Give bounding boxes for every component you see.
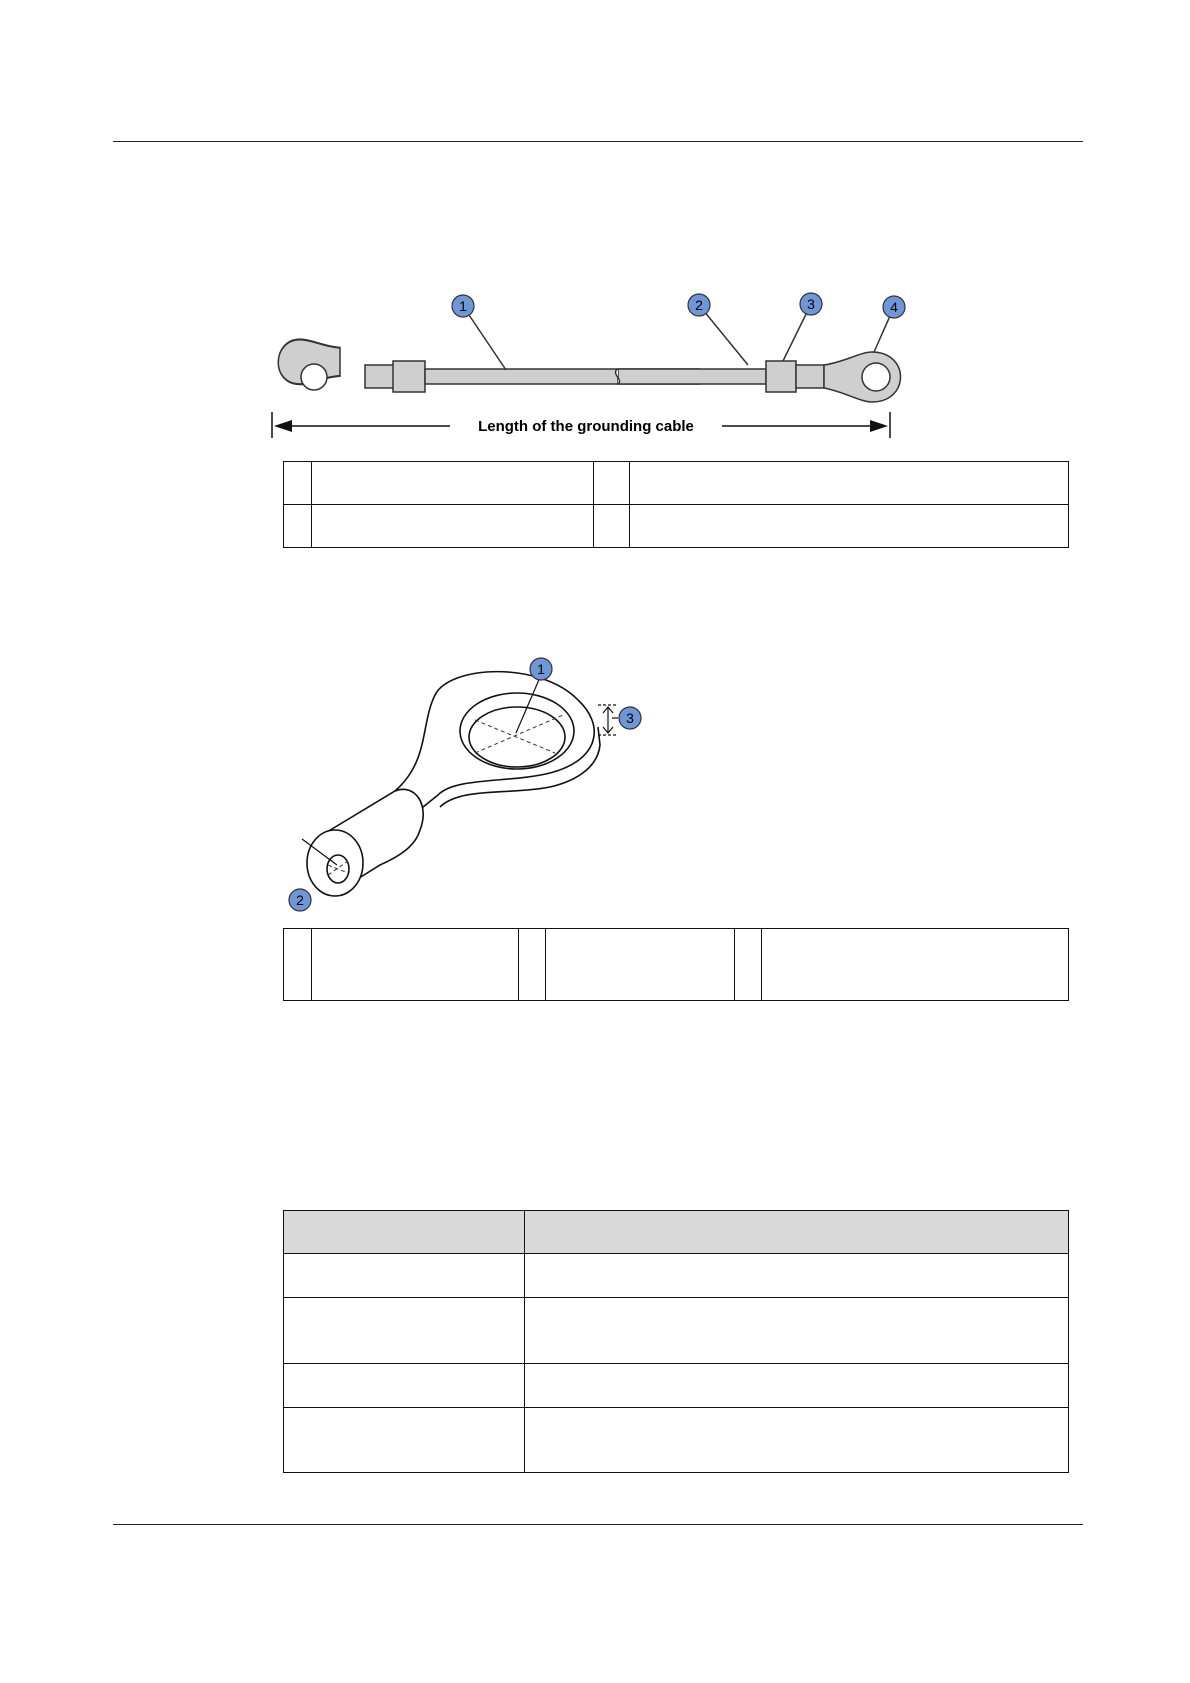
figure2-legend-table <box>283 928 1069 1001</box>
svg-text:1: 1 <box>459 298 467 314</box>
callout-2 <box>289 889 311 911</box>
callout-4 <box>883 296 905 318</box>
svg-text:4: 4 <box>890 299 898 315</box>
svg-text:1: 1 <box>537 661 545 677</box>
table-row <box>284 929 1069 1001</box>
footer-rule <box>113 1524 1083 1525</box>
callout-1 <box>452 295 474 317</box>
specification-table <box>283 1210 1069 1473</box>
table-row <box>284 1298 1069 1364</box>
header-rule <box>113 141 1083 142</box>
svg-text:3: 3 <box>807 296 815 312</box>
callout-3 <box>619 707 641 729</box>
cable-right-segment <box>615 369 766 384</box>
figure1-legend-table <box>283 461 1069 548</box>
callout-2 <box>688 294 710 316</box>
svg-text:2: 2 <box>695 297 703 313</box>
table-row <box>284 462 1069 505</box>
table-row <box>284 1254 1069 1298</box>
table-row <box>284 505 1069 548</box>
callout-1 <box>530 658 552 680</box>
callout-3 <box>800 293 822 315</box>
table-header-row <box>284 1211 1069 1254</box>
grounding-cable-figure <box>270 280 930 440</box>
length-caption: Length of the grounding cable <box>478 418 694 435</box>
right-ot-terminal <box>766 352 901 402</box>
terminal-body <box>307 672 600 896</box>
ot-terminal-figure <box>280 655 660 920</box>
left-ot-terminal <box>278 339 425 392</box>
svg-text:2: 2 <box>296 892 304 908</box>
svg-text:3: 3 <box>626 710 634 726</box>
table-row <box>284 1408 1069 1473</box>
thickness-dimension <box>598 705 618 735</box>
leader-lines <box>463 304 894 370</box>
table-row <box>284 1364 1069 1408</box>
